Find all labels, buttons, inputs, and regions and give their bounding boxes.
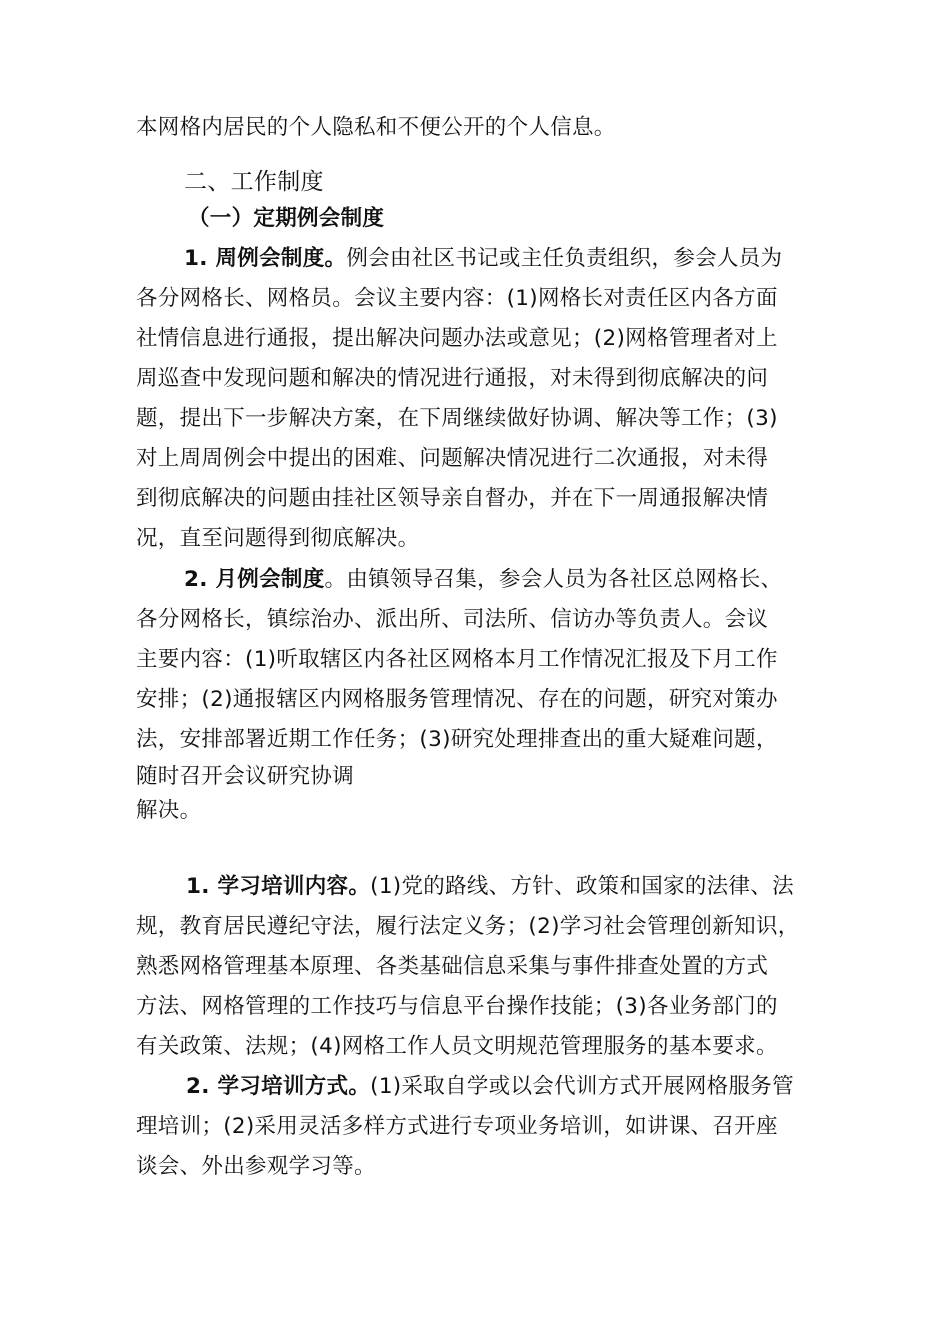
paragraph-line: 各分网格长，镇综治办、派出所、司法所、信访办等负责人。会议 xyxy=(136,607,769,632)
paragraph-line: 周巡查中发现问题和解决的情况进行通报，对未得到彻底解决的问 xyxy=(136,366,769,391)
item-heading: 2. 学习培训方式。 xyxy=(186,1074,371,1099)
paragraph-line xyxy=(184,565,782,595)
item-heading: 2. 月例会制度 xyxy=(184,567,325,592)
paragraph-line: 规，教育居民遵纪守法，履行法定义务；(2)学习社会管理创新知识， xyxy=(136,914,800,939)
paragraph-line xyxy=(186,872,794,902)
item-text: (1)采取自学或以会代训方式开展网格服务管 xyxy=(370,1074,794,1099)
paragraph-line: 社情信息进行通报，提出解决问题办法或意见；(2)网格管理者对上 xyxy=(136,326,778,351)
item-text: (1)党的路线、方针、政策和国家的法律、法 xyxy=(370,874,794,899)
paragraph-line: 法，安排部署近期工作任务；(3)研究处理排查出的重大疑难问题， xyxy=(136,727,778,752)
paragraph-line: 解决。 xyxy=(136,798,202,823)
section-heading: 二、工作制度 xyxy=(184,169,324,195)
paragraph-line xyxy=(184,244,782,274)
paragraph-line: 熟悉网格管理基本原理、各类基础信息采集与事件排查处置的方式 xyxy=(136,954,769,979)
paragraph-line: 有关政策、法规；(4)网格工作人员文明规范管理服务的基本要求。 xyxy=(136,1034,778,1059)
item-text: 。由镇领导召集，参会人员为各社区总网格长、 xyxy=(324,567,783,592)
paragraph-line: 随时召开会议研究协调 xyxy=(136,764,355,789)
paragraph-line: 谈会、外出参观学习等。 xyxy=(136,1154,376,1179)
paragraph-line: 安排；(2)通报辖区内网格服务管理情况、存在的问题，研究对策办 xyxy=(136,687,778,712)
item-heading: 1. 学习培训内容。 xyxy=(186,874,371,899)
paragraph-line: 方法、网格管理的工作技巧与信息平台操作技能；(3)各业务部门的 xyxy=(136,994,778,1019)
paragraph-line: 对上周周例会中提出的困难、问题解决情况进行二次通报，对未得 xyxy=(136,446,769,471)
paragraph-line xyxy=(186,1072,794,1102)
paragraph-line: 本网格内居民的个人隐私和不便公开的个人信息。 xyxy=(136,115,616,140)
item-text: 例会由社区书记或主任负责组织，参会人员为 xyxy=(346,246,783,271)
paragraph-line: 到彻底解决的问题由挂社区领导亲自督办，并在下一周通报解决情 xyxy=(136,486,769,511)
paragraph-line: 各分网格长、网格员。会议主要内容：(1)网格长对责任区内各方面 xyxy=(136,286,778,311)
paragraph-line: 理培训；(2)采用灵活多样方式进行专项业务培训，如讲课、召开座 xyxy=(136,1114,778,1139)
subsection-heading: （一）定期例会制度 xyxy=(188,206,385,231)
paragraph-line: 况，直至问题得到彻底解决。 xyxy=(136,526,420,551)
paragraph-line: 题，提出下一步解决方案，在下周继续做好协调、解决等工作；(3) xyxy=(136,406,778,431)
item-heading: 1. 周例会制度。 xyxy=(184,246,347,271)
paragraph-line: 主要内容：(1)听取辖区内各社区网格本月工作情况汇报及下月工作 xyxy=(136,647,778,672)
